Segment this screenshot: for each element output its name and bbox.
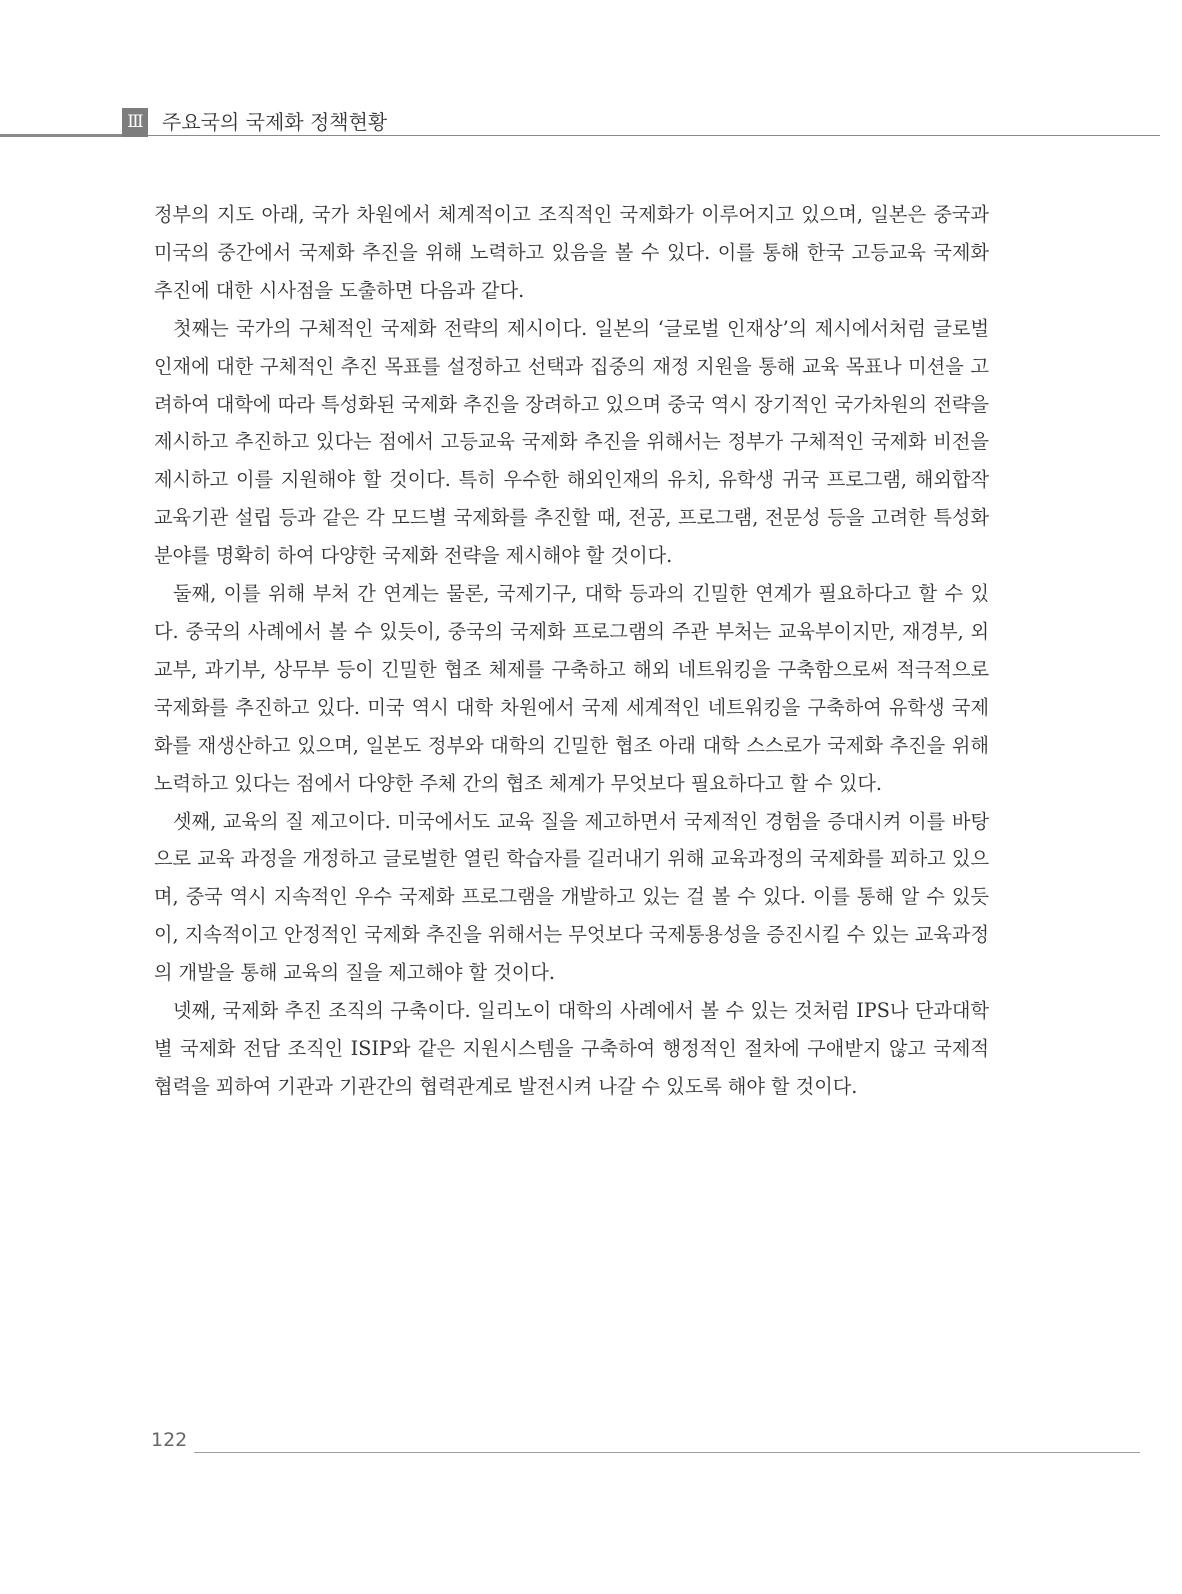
chapter-number-badge: Ⅲ [122,108,148,137]
paragraph-intro: 정부의 지도 아래, 국가 차원에서 체계적이고 조직적인 국제화가 이루어지고 있으며, 일본은 중국과 미국의 중간에서 국제화 추진을 위해 노력하고 있음을 볼 수 있다. 이를 통해 한국 고등교육 국제화 추진에 대한 시사점을 도출하면 다음과 같다. [154,203,989,302]
running-header [0,108,1160,138]
footer-rule [194,1452,1140,1453]
paragraph-first-point: 첫째는 국가의 구체적인 국제화 전략의 제시이다. 일본의 ‘글로벌 인재상’의 제시에서처럼 글로벌 인재에 대한 구체적인 추진 목표를 설정하고 선택과 집중의 재정 지원을 통해 교육 목표나 미션을 고려하여 대학에 따라 특성화된 국제화 추진을 장려하고 있으며 중국 역시 장기적인 국가차원의 전략을 제시하고 추진하고 있다는 점에서 고등교육 국제화 추진을 위해서는 정부가 구체적인 국제화 비전을 제시하고 이를 지원해야 할 것이다. 특히 우수한 해외인재의 유치, 유학생 귀국 프로그램, 해외합작 교육기관 설립 등과 같은 각 모드별 국제화를 추진할 때, 전공, 프로그램, 전문성 등을 고려한 특성화 분야를 명확히 하여 다양한 국제화 전략을 제시해야 할 것이다. [154,316,989,568]
paragraph-third-point: 셋째, 교육의 질 제고이다. 미국에서도 교육 질을 제고하면서 국제적인 경험을 증대시켜 이를 바탕으로 교육 과정을 개정하고 글로벌한 열린 학습자를 길러내기 위해 교육과정의 국제화를 꾀하고 있으며, 중국 역시 지속적인 우수 국제화 프로그램을 개발하고 있는 걸 볼 수 있다. 이를 통해 알 수 있듯이, 지속적이고 안정적인 국제화 추진을 위해서는 무엇보다 국제통용성을 증진시킬 수 있는 교육과정의 개발을 통해 교육의 질을 제고해야 할 것이다. [154,809,989,985]
paragraph-fourth-point: 넷째, 국제화 추진 조직의 구축이다. 일리노이 대학의 사례에서 볼 수 있는 것처럼 IPS나 단과대학별 국제화 전담 조직인 ISIP와 같은 지원시스템을 구축하여 행정적인 절차에 구애받지 않고 국제적 협력을 꾀하여 기관과 기관간의 협력관계로 발전시켜 나갈 수 있도록 해야 할 것이다. [154,999,989,1098]
paragraph-second-point: 둘째, 이를 위해 부처 간 연계는 물론, 국제기구, 대학 등과의 긴밀한 연계가 필요하다고 할 수 있다. 중국의 사례에서 볼 수 있듯이, 중국의 국제화 프로그램의 주관 부처는 교육부이지만, 재경부, 외교부, 과기부, 상무부 등이 긴밀한 협조 체제를 구축하고 해외 네트워킹을 구축함으로써 적극적으로 국제화를 추진하고 있다. 미국 역시 대학 차원에서 국제 세계적인 네트워킹을 구축하여 유학생 국제화를 재생산하고 있으며, 일본도 정부와 대학의 긴밀한 협조 아래 대학 스스로가 국제화 추진을 위해 노력하고 있다는 점에서 다양한 주체 간의 협조 체계가 무엇보다 필요하다고 할 수 있다. [154,582,989,795]
body-text [154,196,989,1106]
chapter-title: 주요국의 국제화 정책현황 [162,110,388,134]
header-rule [0,135,1160,136]
page-footer [0,1428,1160,1458]
page-number: 122 [151,1429,188,1451]
